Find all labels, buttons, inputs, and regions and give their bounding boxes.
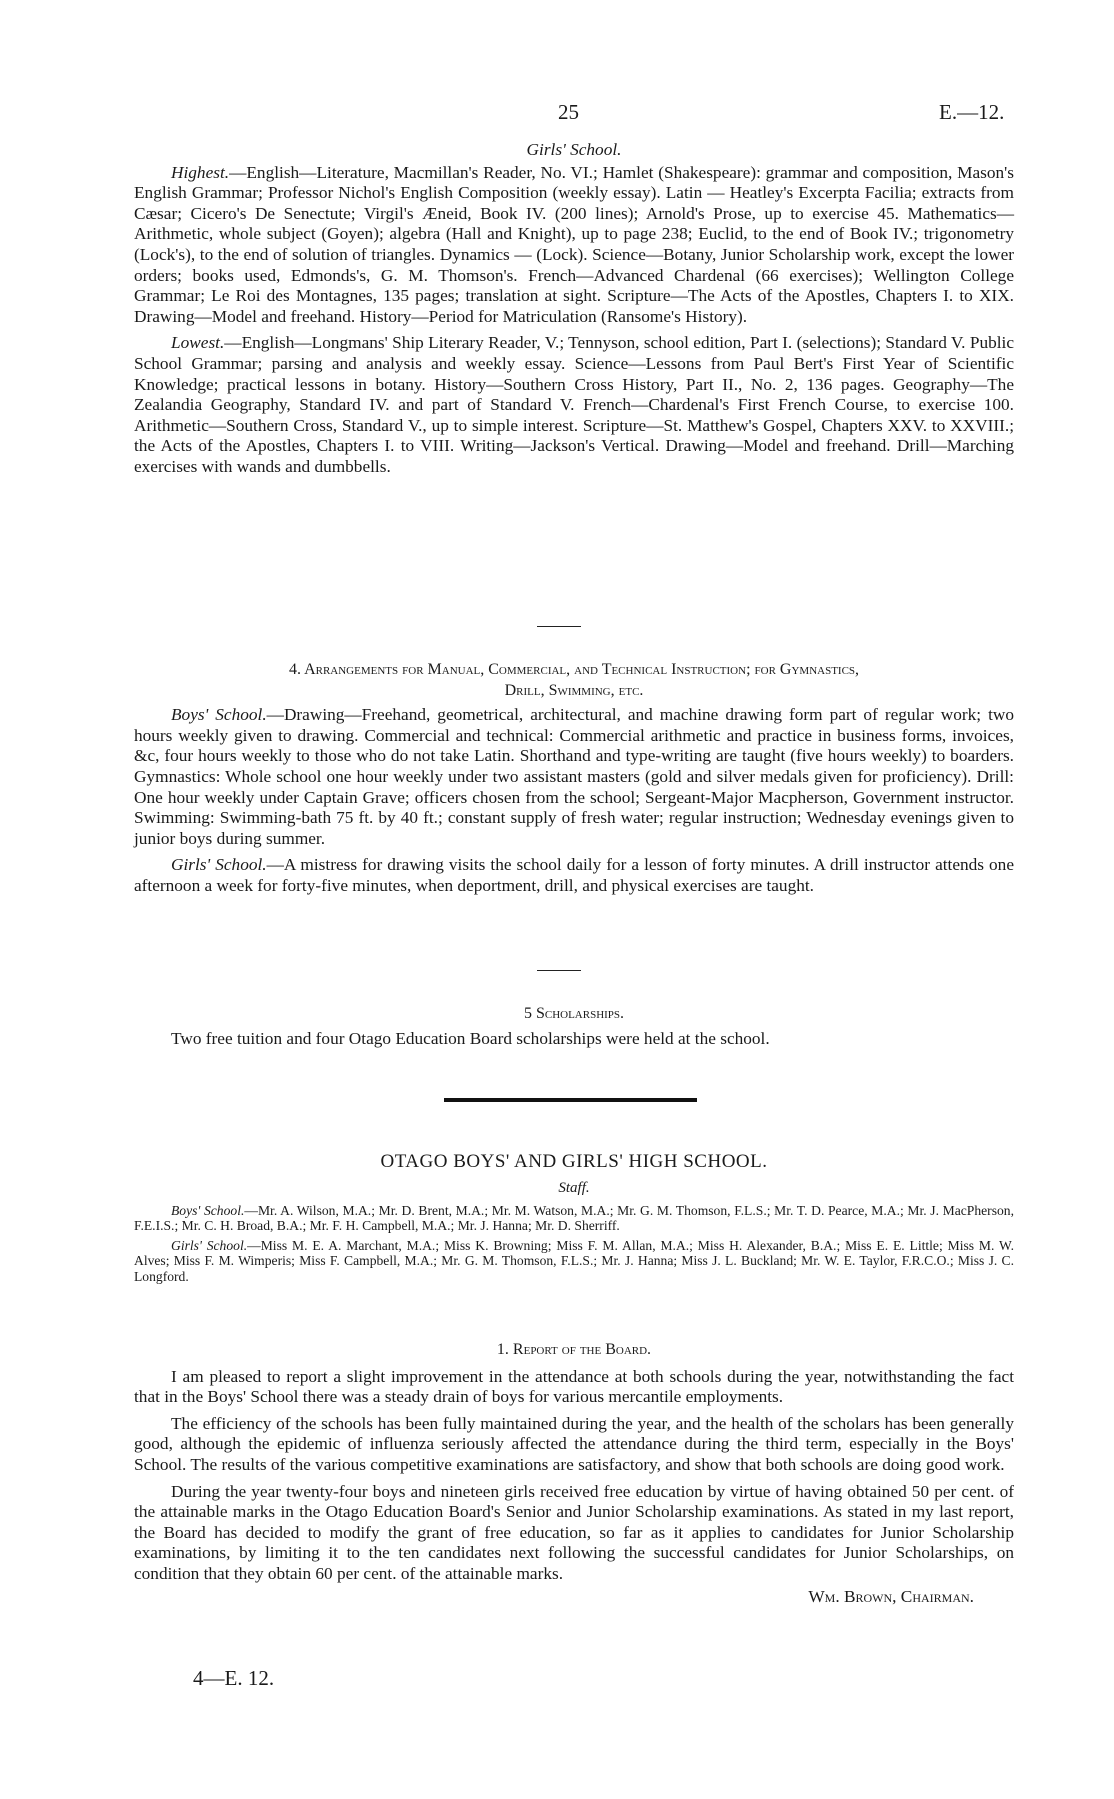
page-number: 25 (558, 100, 579, 124)
arrangements-section (134, 660, 1014, 897)
boys-staff-paragraph (134, 1203, 1014, 1234)
girls-staff-text: —Miss M. E. A. Marchant, M.A.; Miss K. Browning; Miss F. M. Allan, M.A.; Miss H. Alexander, B.A.; Miss E. E. Little; Miss M. W. Alves; Miss F. M. Wimperis; Miss F. Campbell, M.A.; Mr. G. M. Thomson, F.L.S.; Mr. J. Hanna; Miss J. L. Buckland; Mr. W. E. Taylor, F.R.C.O.; Miss J. C. Longford. (134, 1237, 1015, 1284)
section-divider (537, 626, 581, 627)
girls-school-text: —A mistress for drawing visits the school daily for a lesson of forty minutes. A drill instructor attends one afternoon a week for forty-five minutes, when deportment, drill, and physical exercises are taught. (134, 855, 1014, 895)
section-heading-line1: 4. Arrangements for Manual, Commercial, and Technical Instruction; for Gymnastics, (288, 661, 860, 678)
staff-heading: Staff. (558, 1180, 590, 1196)
scholarships-section (134, 1004, 1014, 1049)
report-paragraph-1: I am pleased to report a slight improvement in the attendance at both schools during the year, notwithstanding the fact that in the Boys' School there was a steady drain of boys for various mercantile employments. (134, 1366, 1014, 1407)
report-paragraph-3: During the year twenty-four boys and nineteen girls received free education by virtue of having obtained 50 per cent. of the attainable marks in the Otago Education Board's Senior and Junior Scholarship examinations. As stated in my last report, the Board has decided to modify the grant of free education, so far as it applies to candidates for Junior Scholarship examinations, by limiting it to the ten candidates next following the successful candidates for Junior Scholarships, on condition that they obtain 60 per cent. of the attainable marks. (134, 1481, 1014, 1583)
section-heading: 1. Report of the Board. (496, 1341, 652, 1358)
highest-label: Highest. (171, 162, 230, 182)
boys-school-paragraph (134, 705, 1014, 849)
scholarships-text: Two free tuition and four Otago Education Board scholarships were held at the school. (171, 1028, 770, 1048)
staff-list (134, 1203, 1014, 1285)
boys-school-label: Boys' School. (171, 705, 267, 725)
boys-school-text: —Drawing—Freehand, geometrical, architectural, and machine drawing form part of regular work; two hours weekly given to drawing. Commercial and technical: Commercial arithmetic and practice in business forms, invoices, &c, four hours weekly to those who do not take Latin. Shorthand and type-writing are taught (five hours weekly) to boarders. Gymnastics: Whole school one hour weekly under two assistant masters (gold and silver medals given for proficiency). Drill: One hour weekly under Captain Grave; officers chosen from the school; Sergeant-Major Macpherson, Government instructor. Swimming: Swimming-bath 75 ft. by 40 ft.; constant supply of fresh water; regular instruction; Wednesday evenings given to junior boys during summer. (134, 705, 1014, 848)
section-heading: 5 Scholarships. (523, 1005, 625, 1022)
girls-school-label: Girls' School. (171, 855, 267, 875)
boys-staff-text: —Mr. A. Wilson, M.A.; Mr. D. Brent, M.A.; Mr. M. Watson, M.A.; Mr. G. M. Thomson, F.L.S.; Mr. T. D. Pearce, M.A.; Mr. J. MacPherson, F.E.I.S.; Mr. C. H. Broad, B.A.; Mr. F. H. Campbell, M.A.; Mr. J. Hanna; Mr. D. Sherriff. (134, 1202, 1014, 1234)
highest-text: —English—Literature, Macmillan's Reader, No. VI.; Hamlet (Shakespeare): grammar and composition, Mason's English Grammar; Professor Nichol's English Composition (weekly essay). Latin — Heatley's Excerpta Facilia; extracts from Cæsar; Cicero's De Senectute; Virgil's Æneid, Book IV. (200 lines); Arnold's Prose, up to exercise 45. Mathematics—Arithmetic, whole subject (Goyen); algebra (Hall and Knight), up to page 238; Euclid, to the end of Book IV.; trigonometry (Lock's), to the end of solution of triangles. Dynamics — (Lock). Science—Botany, Junior Scholarship work, except the lower orders; books used, Edmonds's, G. M. Thomson's. French—Advanced Chardenal (66 exercises); Wellington College Grammar; Le Roi des Montagnes, 135 pages; translation at sight. Scripture—The Acts of the Apostles, Chapters I. to XIX. Drawing—Model and freehand. History—Period for Matriculation (Ransome's History). (134, 162, 1014, 326)
lowest-paragraph (134, 333, 1014, 477)
girls-school-paragraph (134, 855, 1014, 896)
document-reference: E.—12. (939, 100, 1005, 124)
signature-mark: 4—E. 12. (193, 1666, 275, 1690)
school-title: OTAGO BOYS' AND GIRLS' HIGH SCHOOL. (380, 1151, 768, 1172)
highest-paragraph (134, 163, 1014, 328)
girls-staff-paragraph (134, 1238, 1014, 1285)
section-heading-line2: Drill, Swimming, etc. (504, 681, 644, 699)
lowest-label: Lowest. (171, 333, 225, 353)
section-heading: Girls' School. (526, 140, 622, 159)
girls-school-curriculum (134, 140, 1014, 478)
section-divider (537, 970, 581, 971)
chairman-signature: Wm. Brown, Chairman. (808, 1586, 974, 1606)
major-divider (444, 1098, 697, 1102)
otago-section (134, 1150, 1014, 1285)
boys-staff-label: Boys' School. (171, 1202, 245, 1218)
report-section (134, 1340, 1014, 1607)
report-paragraph-2: The efficiency of the schools has been fully maintained during the year, and the health of the scholars has been generally good, although the epidemic of influenza seriously affected the attendance during the third term, especially in the Boys' School. The results of the various competitive examinations are satisfactory, and show that both schools are doing good work. (134, 1413, 1014, 1474)
girls-staff-label: Girls' School. (171, 1237, 248, 1253)
lowest-text: —English—Longmans' Ship Literary Reader, V.; Tennyson, school edition, Part I. (selections); Standard V. Public School Grammar; parsing and analysis and weekly essay. Science—Lessons from Paul Bert's First Year of Scientific Knowledge; practical lessons in botany. History—Southern Cross History, Part II., No. 2, 136 pages. Geography—The Zealandia Geography, Standard IV. and part of Standard V. French—Chardenal's First French Course, to exercise 100. Arithmetic—Southern Cross, Standard V., up to simple interest. Scripture—St. Matthew's Gospel, Chapters XXV. to XXVIII.; the Acts of the Apostles, Chapters I. to VIII. Writing—Jackson's Vertical. Drawing—Model and freehand. Drill—Marching exercises with wands and dumbbells. (134, 333, 1014, 476)
